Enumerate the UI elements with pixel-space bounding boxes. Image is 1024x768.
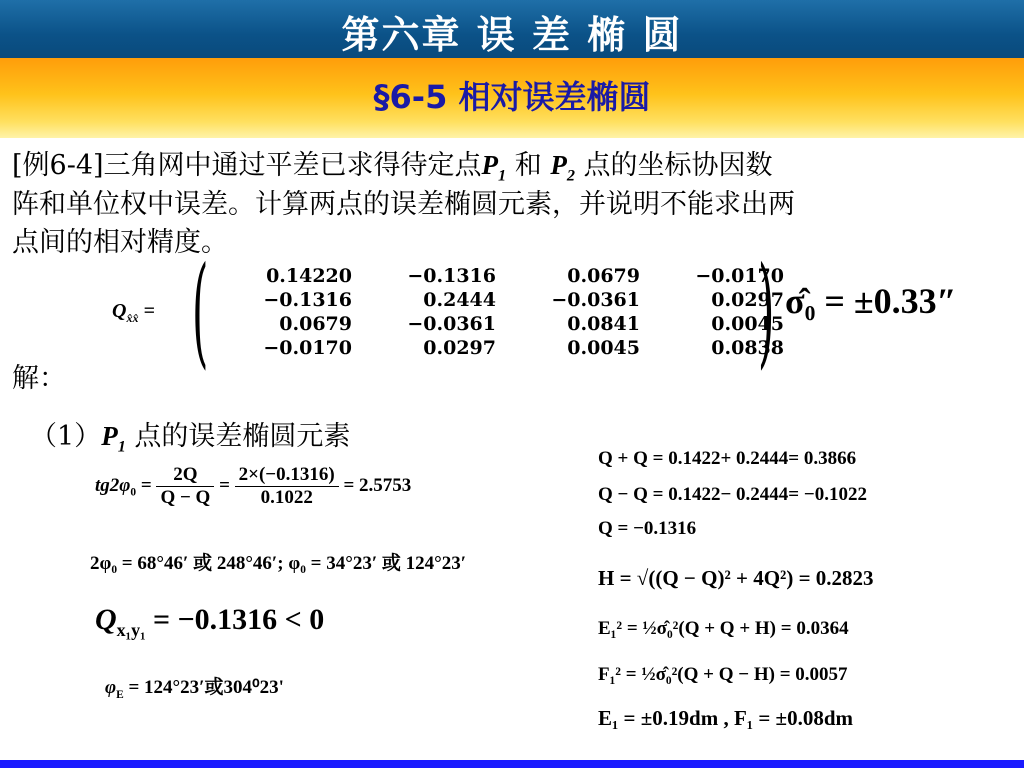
point-p1: $P_1$ [481, 150, 507, 185]
matrix-cell: 0.0838 [711, 337, 784, 359]
angle-formula: 2φ₀ = 68°46′ 或 248°46′; φ₀ = 34°23′ 或 124°23′ [90, 553, 467, 574]
q-sum-formula: Q + Q = 0.1422+ 0.2444= 0.3866 [598, 448, 857, 469]
section-title: §6-5 相对误差椭圆 [373, 78, 651, 116]
solution-label: 解： [12, 363, 66, 394]
matrix-right-bracket: ) [758, 242, 775, 381]
unit-weight-error: σ̂₀ = ±0.33″ [785, 281, 957, 321]
matrix-cell: 0.0841 [567, 313, 640, 335]
problem-line-3: 点间的相对精度。 [12, 227, 228, 258]
q-xy-formula: Q = −0.1316 [598, 518, 697, 539]
matrix-cell: −0.1316 [263, 289, 352, 311]
h-formula: H = √((Q − Q)² + 4Q²) = 0.2823 [598, 566, 874, 590]
f-squared-formula: F₁² = ½σ̂₀²(Q + Q − H) = 0.0057 [598, 664, 848, 685]
problem-text-and: 和 [506, 150, 551, 181]
matrix-row [212, 264, 788, 288]
matrix-cell: −0.0361 [551, 289, 640, 311]
step-1-heading: $(1)P_1$ 点的误差椭圆元素 [30, 421, 351, 456]
problem-text-a: [例6-4]三角网中通过平差已求得待定点 [12, 150, 482, 181]
matrix-left-bracket: ( [192, 242, 209, 381]
matrix-row [212, 336, 788, 360]
matrix-cell: −0.0170 [695, 265, 784, 287]
matrix-cell: −0.0361 [407, 313, 496, 335]
chapter-title: 第六章 误 差 椭 圆 [341, 13, 683, 57]
matrix-cell: −0.1316 [407, 265, 496, 287]
cofactor-matrix [212, 242, 788, 381]
matrix-cell: 0.2444 [423, 289, 496, 311]
final-result: E₁ = ±0.19dm , F₁ = ±0.08dm [598, 706, 854, 730]
matrix-cell: 0.0679 [567, 265, 640, 287]
matrix-row [212, 288, 788, 312]
bottom-bar [0, 760, 1024, 768]
matrix-row [212, 312, 788, 336]
matrix-cell: 0.0679 [279, 313, 352, 335]
matrix-cell: −0.0170 [263, 337, 352, 359]
tg-formula: $tg2\varphi_0$ = $\frac{2Q}{Q - Q}$ = $\frac{2\times(-0.1316)}{0.1022}$ = 2.5753 [95, 464, 412, 508]
problem-text-b: 点的坐标协因数 [574, 150, 773, 181]
matrix-label: $Q_{x̂x̂}$ = [112, 300, 155, 325]
matrix-cell: 0.0045 [567, 337, 640, 359]
q-diff-formula: Q − Q = 0.1422− 0.2444= −0.1022 [598, 484, 867, 505]
q-sign-formula: $Q_{x_1y_1} = -0.1316 < 0$ [95, 603, 325, 640]
matrix-cell: 0.0297 [423, 337, 496, 359]
point-p2: $P_2$ [550, 150, 575, 185]
matrix-cell: 0.0045 [711, 313, 784, 335]
matrix-cell: 0.14220 [266, 265, 352, 287]
e-squared-formula: E₁² = ½σ̂₀²(Q + Q + H) = 0.0364 [598, 618, 849, 639]
matrix-cell: 0.0297 [711, 289, 784, 311]
phi-e-formula: $\varphi_E = 124^\circ 23'$或304⁰23' [105, 677, 284, 701]
problem-line-2: 阵和单位权中误差。计算两点的误差椭圆元素，并说明不能求出两 [12, 189, 795, 220]
